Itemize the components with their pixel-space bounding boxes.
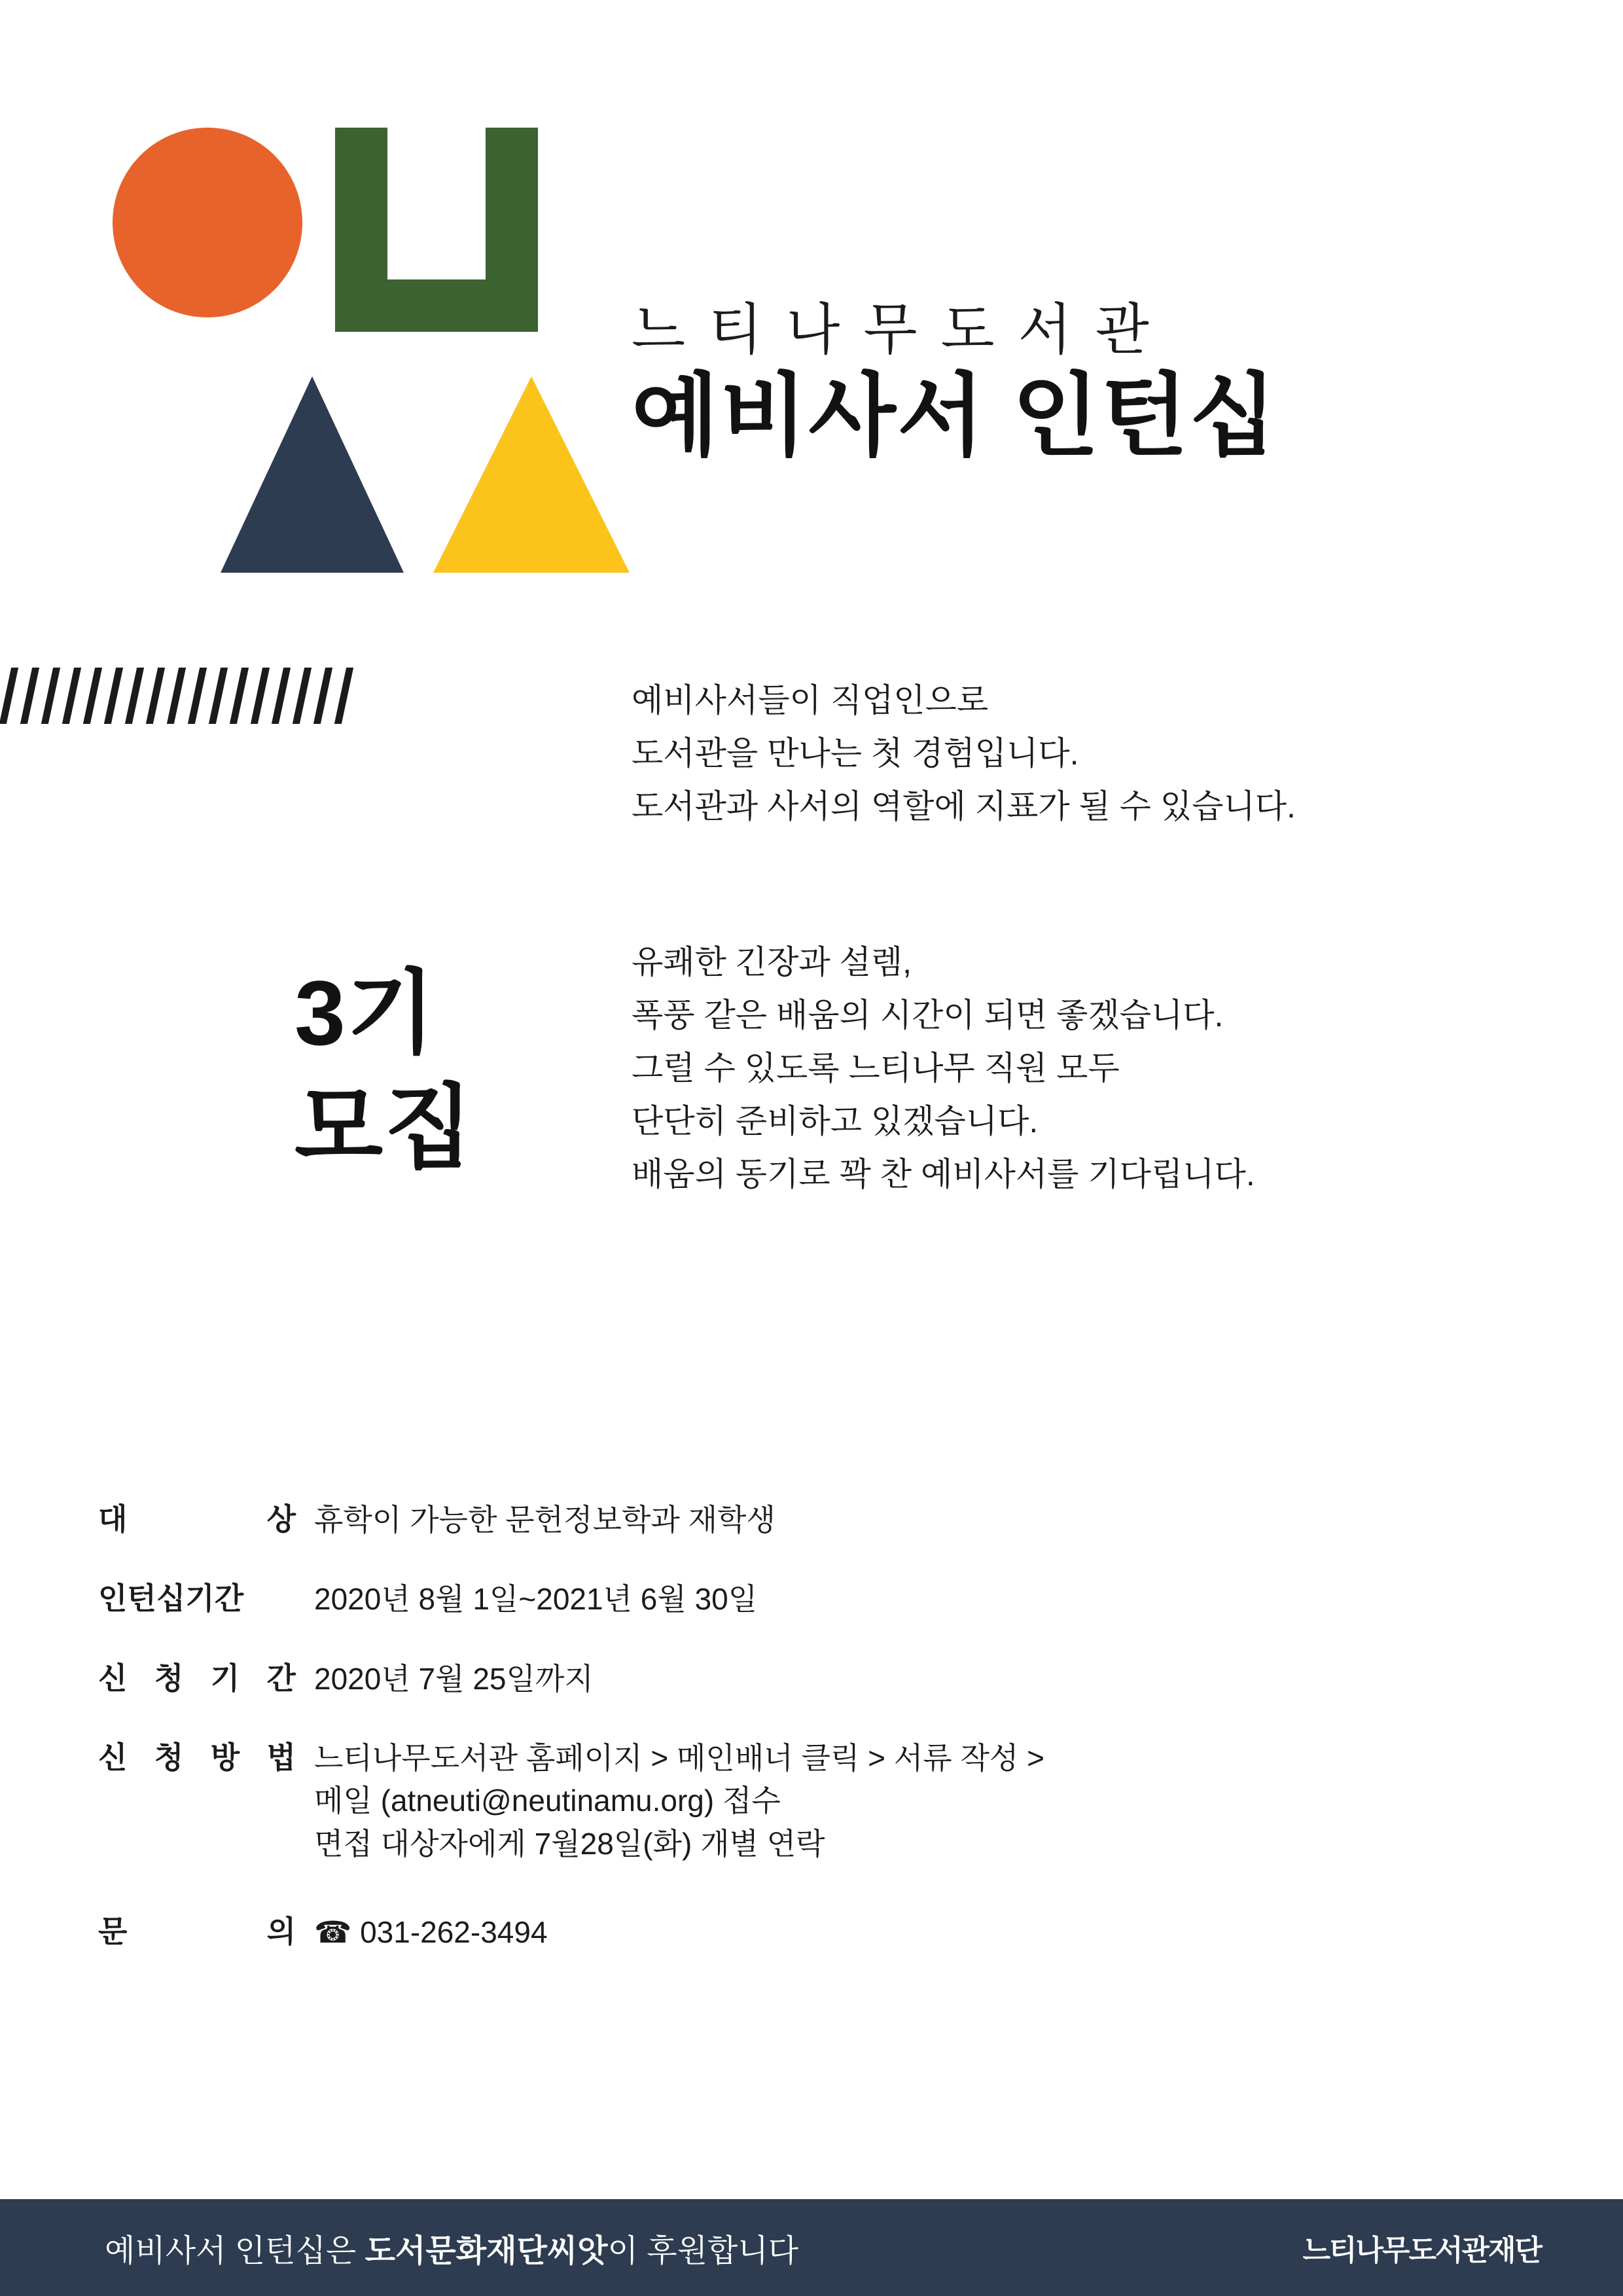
detail-value-contact: [314, 1911, 548, 1954]
page-title: 예비사서 인턴십: [632, 366, 1278, 467]
detail-label-how-to-apply: [98, 1737, 314, 1865]
value-line: 휴학이 가능한 문헌정보학과 재학생: [314, 1503, 776, 1537]
intro-line: 도서관을 만나는 첫 경험입니다.: [632, 735, 1079, 772]
table-row: [98, 1911, 1538, 1954]
stripe: [334, 668, 353, 724]
bracket-icon: [335, 128, 538, 332]
label-char: 청: [154, 1740, 184, 1774]
stripe: [125, 668, 144, 724]
stripe: [251, 668, 270, 724]
intro-line: 폭풍 같은 배움의 시간이 되면 좋겠습니다.: [632, 997, 1224, 1033]
intro-line: 유쾌한 긴장과 설렘,: [632, 944, 912, 980]
label-char: 신: [98, 1740, 128, 1774]
label-char: 청: [154, 1660, 184, 1695]
label-char: 의: [266, 1914, 296, 1948]
detail-value-application-period: [314, 1658, 594, 1700]
value-line: 느티나무도서관 홈페이지 > 메인배너 클릭 > 서류 작성 >: [314, 1740, 1044, 1775]
intro-paragraph-2: [632, 936, 1548, 1201]
library-name: 느티나무도서관: [632, 299, 1173, 361]
cohort-callout: [294, 956, 576, 1185]
detail-label-target: [98, 1499, 314, 1541]
detail-label-application-period: [98, 1658, 314, 1700]
intro-line: 단단히 준비하고 있겠습니다.: [632, 1103, 1039, 1139]
detail-label-contact: [98, 1911, 314, 1954]
footer-text-part-1: 예비사서 인턴십은: [105, 2233, 365, 2269]
table-row: [98, 1578, 1538, 1621]
stripe: [41, 668, 60, 724]
stripe: [313, 668, 332, 724]
detail-label-period: [98, 1578, 314, 1621]
intro-line: 그럴 수 있도록 느티나무 직원 모두: [632, 1050, 1120, 1086]
intro-paragraph-1: [632, 674, 1548, 833]
intro-line: 도서관과 사서의 역할에 지표가 될 수 있습니다.: [632, 788, 1296, 825]
label-char: 상: [266, 1502, 296, 1536]
table-row: [98, 1737, 1538, 1865]
triangle-dark-icon: [221, 376, 404, 573]
footer-sponsor-text: [105, 2225, 798, 2270]
detail-value-target: [314, 1499, 776, 1541]
stripe: [167, 668, 186, 724]
label-char: 대: [98, 1502, 128, 1536]
table-row: [98, 1658, 1538, 1700]
footer-text-part-2: 이 후원합니다: [607, 2233, 799, 2269]
stripe: [272, 668, 291, 724]
stripe: [293, 668, 312, 724]
stripe: [209, 668, 228, 724]
phone-number[interactable]: ☎ 031-262-3494: [314, 1914, 548, 1949]
label-char: 방: [210, 1740, 240, 1774]
detail-value-period: [314, 1578, 757, 1621]
intro-line: 예비사서들이 직업인으로: [632, 682, 989, 719]
footer-foundation-logo: 느티나무도서관재단: [1302, 2234, 1541, 2267]
label-char: 기: [210, 1660, 240, 1695]
label-char: 법: [266, 1740, 296, 1774]
value-line: 2020년 7월 25일까지: [314, 1661, 594, 1696]
triangle-yellow-icon: [433, 376, 630, 573]
value-line-email[interactable]: 메일 (atneuti@neutinamu.org) 접수: [314, 1784, 781, 1818]
stripe: [146, 668, 165, 724]
details-table: [98, 1499, 1538, 1954]
stripe: [62, 668, 81, 724]
stripe: [20, 668, 39, 724]
stripe: [188, 668, 207, 724]
cohort-line-1: 3기: [294, 961, 437, 1064]
label-char: 문: [98, 1914, 128, 1948]
value-line: 면접 대상자에게 7월28일(화) 개별 연락: [314, 1826, 825, 1861]
value-line: 2020년 8월 1일~2021년 6월 30일: [314, 1582, 758, 1617]
header: [632, 299, 1548, 467]
table-row: [98, 1499, 1538, 1541]
label-char: 간: [266, 1660, 296, 1695]
stripe: [104, 668, 123, 724]
stripe-decoration: [5, 668, 555, 726]
stripe: [83, 668, 102, 724]
footer-bar: [0, 2199, 1623, 2296]
circle-icon: [113, 128, 302, 317]
bracket-bottom-bar: [335, 279, 538, 332]
logo-mark: [113, 128, 544, 586]
stripe: [0, 668, 18, 724]
detail-value-how-to-apply: [314, 1737, 1044, 1865]
label-char: 인턴십기간: [98, 1581, 244, 1616]
intro-line: 배움의 동기로 꽉 찬 예비사서를 기다립니다.: [632, 1156, 1255, 1193]
stripe: [230, 668, 249, 724]
label-char: 신: [98, 1660, 128, 1695]
footer-sponsor-name: 도서문화재단씨앗: [365, 2233, 608, 2269]
cohort-line-2: 모집: [294, 1076, 474, 1179]
